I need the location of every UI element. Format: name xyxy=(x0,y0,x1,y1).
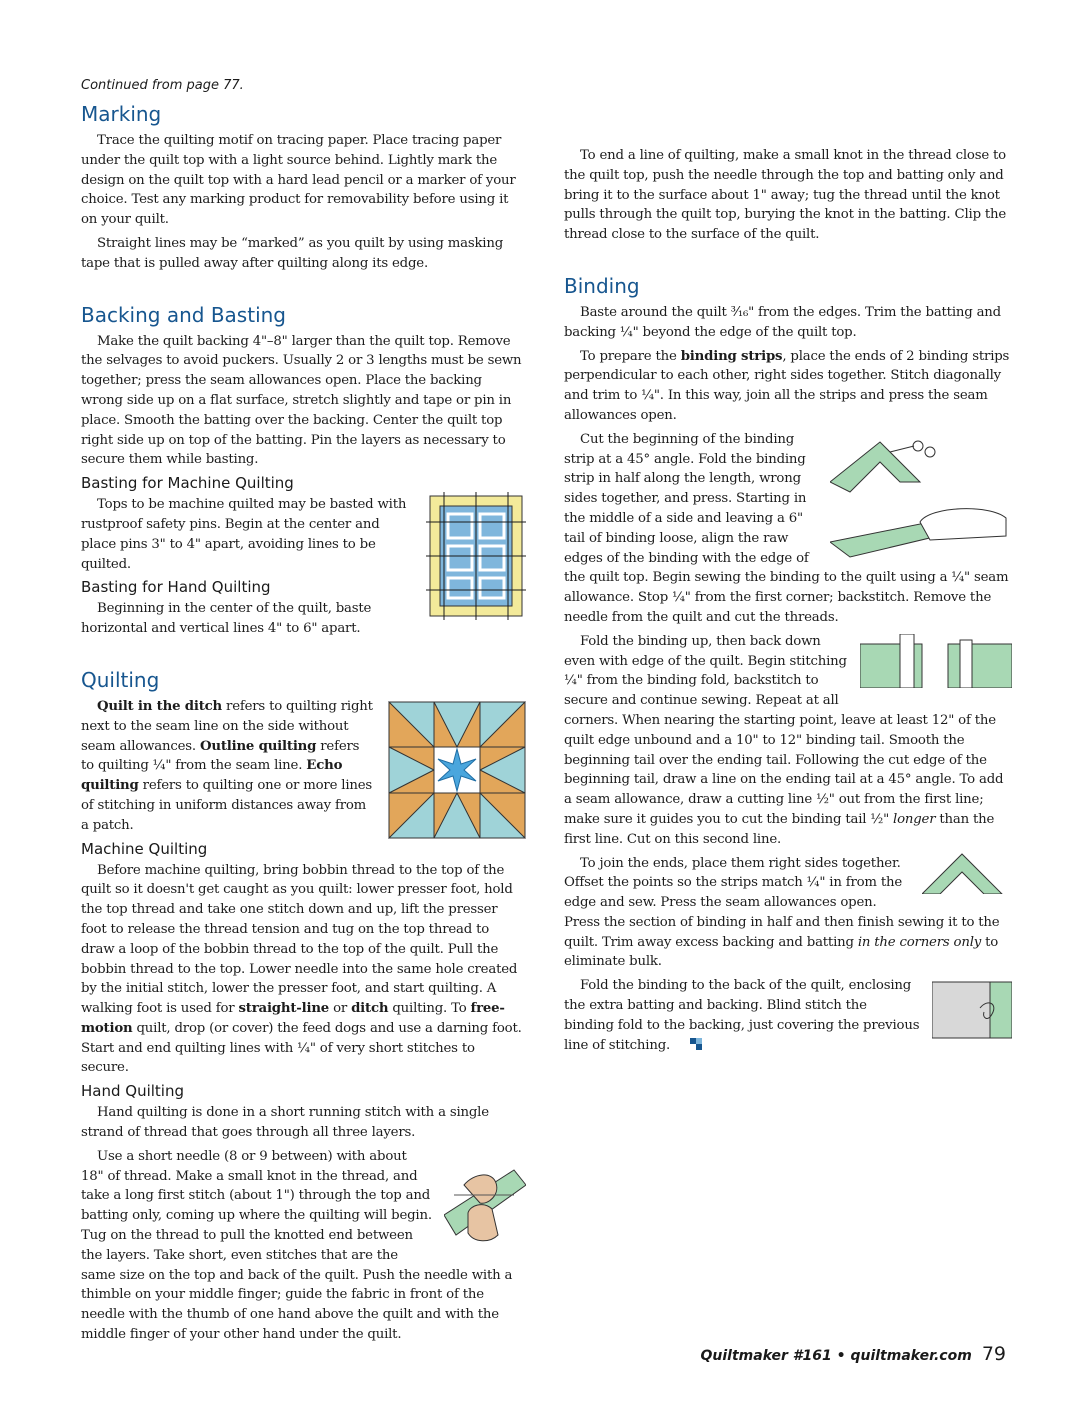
binding-paragraph-3: Cut the beginning of the binding strip at a 45° angle. Fold the binding strip in half along the length, wrong sides together, and press. Starting in the middle of a side and leaving a 6" tail of binding loose, align the raw edges of the binding with the edge of the quilt top. Begin sewing the binding to the quilt using a ¼" seam allowance. Stop ¼" from the first corner; backstitch. Remove the needle from the quilt and cut the threads. xyxy=(564,431,1009,625)
binding-text-6: Fold the binding to the back of the quilt, enclosing the extra batting and backing. Blind stitch the binding fold to the backing, just covering the previous line of stitching. xyxy=(564,978,920,1053)
iron-binding-icon xyxy=(830,502,1012,564)
continued-note: Continued from page 77. xyxy=(81,78,244,93)
binding-text-5a: To join the ends, place them right sides together. Offset the points so the strips match ¼" in from the edge and sew. Press the seam allowances open. Press the section of binding in half and then finish sewing it to the quilt. Trim away excess backing and batting xyxy=(564,855,1000,950)
right-column xyxy=(564,146,1012,1059)
longer-term: longer xyxy=(893,811,936,827)
basting-hand-heading: Basting for Hand Quilting xyxy=(81,578,271,597)
backing-paragraph: Make the quilt backing 4"–8" larger than the quilt top. Remove the selvages to avoid puckers. Usually 2 or 3 lengths must be sewn together; press the seam allowances open. Place the backing wrong side up on a flat surface, stretch slightly and tape or pin in place. Smooth the batting over the backing. Center the quilt top right side up on top of the batting. Pin the layers as necessary to secure them while basting. xyxy=(81,333,522,468)
machine-quilting-heading: Machine Quilting xyxy=(81,839,208,858)
hand-quilting-paragraph-2: Use a short needle (8 or 9 between) with about 18" of thread. Make a small knot in the thread, and take a long first stitch (about 1") through the top and batting only, coming up where the quilting will begin. Tug on the thread to pull the knotted end between the layers. Take short, even stitches that are the same size on the top and back of the quilt. Push the needle with a thimble on your middle finger; guide the fabric in front of the needle with the thumb of one hand above the quilt and with the middle finger of your other hand under the quilt. xyxy=(81,1148,513,1343)
basting-hand-paragraph: Beginning in the center of the quilt, baste horizontal and vertical lines 4" to 6" apart. xyxy=(81,601,372,637)
hand-quilting-paragraph-1: Hand quilting is done in a short running stitch with a single strand of thread that goes through all three layers. xyxy=(81,1105,489,1141)
straight-line-term: straight-line xyxy=(238,1001,330,1017)
marking-paragraph-2: Straight lines may be “marked” as you quilt by using masking tape that is pulled away after quilting along its edge. xyxy=(81,235,504,271)
basting-machine-heading: Basting for Machine Quilting xyxy=(81,474,294,493)
quilting-heading: Quilting xyxy=(81,667,160,692)
hand-quilting-illustration xyxy=(444,1165,526,1245)
binding-text-2c: , place the ends of 2 binding strips perpendicular to each other, right sides together. Stitch diagonally and trim to ¼". In this way, join all the strips and press the seam allowances open. xyxy=(564,348,1010,423)
join-ends-illustration xyxy=(922,850,1012,894)
left-column xyxy=(81,78,526,1349)
page-footer xyxy=(701,1343,1006,1365)
page-number: 79 xyxy=(981,1343,1006,1365)
blind-stitch-illustration xyxy=(932,978,1012,1040)
binding-strips-term: binding strips xyxy=(680,348,783,364)
basting-machine-paragraph: Tops to be machine quilted may be basted with rustproof safety pins. Begin at the center and place pins 3" to 4" apart, avoiding lines to be quilted. xyxy=(81,497,407,572)
binding-heading: Binding xyxy=(564,273,640,298)
backing-heading: Backing and Basting xyxy=(81,302,286,327)
binding-text-5b: to eliminate bulk. xyxy=(564,934,999,970)
corners-only-term: in the corners only xyxy=(857,934,982,950)
marking-heading: Marking xyxy=(81,102,162,126)
quilt-block-illustration xyxy=(388,701,526,839)
machine-text-3: quilting. To xyxy=(388,1001,471,1017)
end-mark-icon xyxy=(674,1037,686,1049)
corner-fold-illustration xyxy=(860,634,1012,688)
ditch-term: ditch xyxy=(351,1001,389,1017)
machine-text-1: Before machine quilting, bring bobbin thread to the top of the quilt so it doesn't get caught as you quilt: lower presser foot, hold the top thread and take one stitch down and up, lift the presser foot to release the thread tension and tug on the top thread to draw a loop of the bobbin thread to the top of the quilt. Pull the bobbin thread to the top. Lower needle into the same hole created by the initial stitch, lower the presser foot, and start quilting. A walking foot is used for xyxy=(81,862,518,1017)
end-quilting-paragraph: To end a line of quilting, make a small knot in the thread close to the quilt top, push the needle through the top and batting only and bring it to the surface about 1" away; tug the thread until the knot pulls through the quilt top, burying the knot in the batting. Clip the thread close to the surface of the quilt. xyxy=(564,148,1007,243)
quilting-text-3: refers to quilting one or more lines of stitching in uniform distances away from a patch. xyxy=(81,778,373,833)
binding-text-2a: To prepare the xyxy=(580,348,681,364)
binding-fold-illustrations xyxy=(830,432,1012,564)
machine-text-2: or xyxy=(329,1001,352,1017)
basted-quilt-illustration xyxy=(426,492,526,620)
binding-paragraph-2 xyxy=(564,347,1012,426)
echo-quilting-term: Echo quilting xyxy=(81,758,343,794)
quilting-text-1: refers to quilting right next to the seam line on the side without seam allowances. xyxy=(81,698,373,754)
machine-text-4: quilt, drop (or cover) the feed dogs and use a darning foot. Start and end quilting lines with ¼" of very short stitches to secure. xyxy=(81,1020,522,1076)
quilting-text-2: refers to quilting ¼" from the seam line. xyxy=(81,738,360,774)
machine-quilting-paragraph xyxy=(81,861,526,1079)
cut-strip-icon xyxy=(830,432,940,502)
marking-paragraph-1: Trace the quilting motif on tracing paper. Place tracing paper under the quilt top with a light source behind. Lightly mark the design on the quilt top with a hard lead pencil or a marker of your choice. Test any marking product for removability before using it on your quilt. xyxy=(81,133,516,228)
magazine-credit: Quiltmaker #161 • quiltmaker.com xyxy=(700,1348,972,1364)
binding-text-4b: than the first line. Cut on this second line. xyxy=(564,811,995,847)
binding-paragraph-1: Baste around the quilt ³⁄₁₆" from the edges. Trim the batting and backing ¼" beyond the edge of the quilt top. xyxy=(564,304,1001,340)
free-motion-term: free-motion xyxy=(81,1001,505,1036)
binding-text-4: Fold the binding up, then back down even with edge of the quilt. Begin stitching ¼" from the binding fold, backstitch to secure and continue sewing. Repeat at all corners. When nearing the starting point, leave at least 12" of the quilt edge unbound and a 10" to 12" binding tail. Smooth the beginning tail over the ending tail. Following the cut edge of the beginning tail, draw a line on the ending tail at a 45° angle. To add a seam allowance, draw a cutting line ½" out from the first line; make sure it guides you to cut the binding tail ½" xyxy=(564,633,1004,827)
outline-quilting-term: Outline quilting xyxy=(199,738,317,754)
hand-quilting-heading: Hand Quilting xyxy=(81,1082,184,1101)
quilt-in-ditch-term: Quilt in the ditch xyxy=(97,698,223,714)
